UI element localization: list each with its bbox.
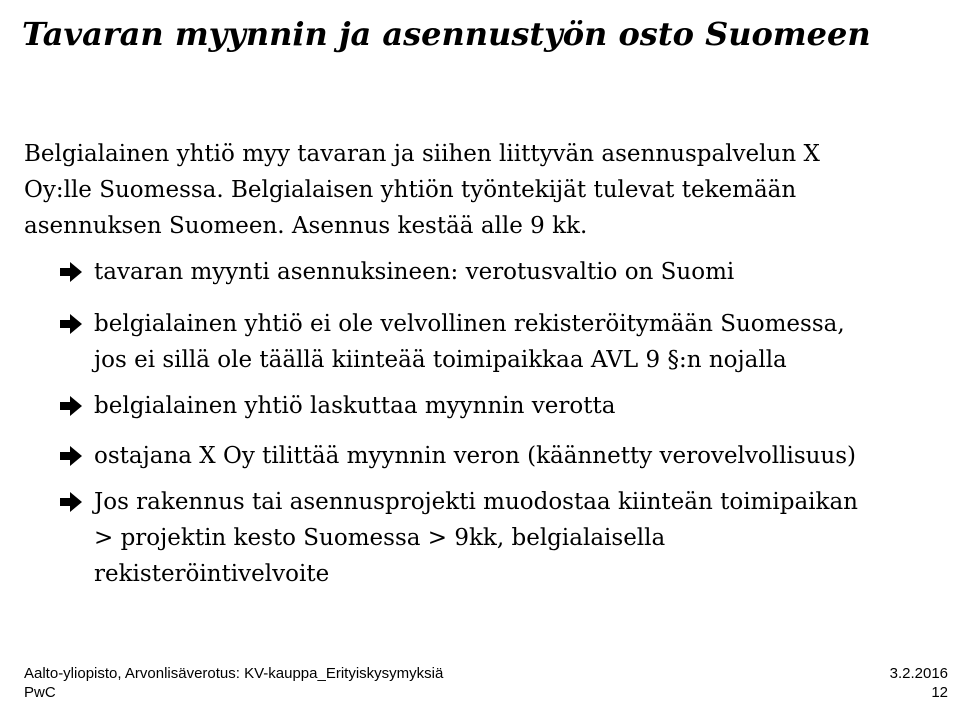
bullet-line: Jos rakennus tai asennusprojekti muodostaa kiinteän toimipaikan — [94, 489, 858, 515]
intro-line: Oy:lle Suomessa. Belgialaisen yhtiön työntekijät tulevat tekemään — [24, 177, 797, 203]
bullet-line: rekisteröintivelvoite — [94, 561, 330, 587]
page-number: 12 — [931, 684, 948, 701]
right-arrow-icon — [60, 492, 82, 512]
bullet-text — [94, 484, 954, 592]
right-arrow-icon — [60, 262, 82, 282]
footer-date: 3.2.2016 — [889, 665, 948, 682]
footer-company: PwC — [24, 684, 56, 701]
bullet-line: belgialainen yhtiö laskuttaa myynnin verotta — [94, 393, 616, 419]
bullet-line: jos ei sillä ole täällä kiinteää toimipaikkaa AVL 9 §:n nojalla — [94, 347, 787, 373]
bullet-text — [94, 306, 954, 378]
footer-left — [24, 664, 443, 702]
right-arrow-icon — [60, 314, 82, 334]
footer-right — [890, 664, 948, 702]
slide-title: Tavaran myynnin ja asennustyön osto Suomeen — [22, 15, 871, 53]
intro-paragraph — [24, 136, 944, 244]
bullet-text — [94, 254, 954, 290]
bullet-line: > projektin kesto Suomessa > 9kk, belgialaisella — [94, 525, 666, 551]
bullet-line: ostajana X Oy tilittää myynnin veron (käännetty verovelvollisuus) — [94, 443, 857, 469]
bullet-line: belgialainen yhtiö ei ole velvollinen rekisteröitymään Suomessa, — [94, 311, 845, 337]
right-arrow-icon — [60, 446, 82, 466]
bullet-text — [94, 438, 954, 474]
bullet-line: tavaran myynti asennuksineen: verotusvaltio on Suomi — [94, 259, 735, 285]
right-arrow-icon — [60, 396, 82, 416]
intro-line: asennuksen Suomeen. Asennus kestää alle 9 kk. — [24, 213, 588, 239]
footer-course: Aalto-yliopisto, Arvonlisäverotus: KV-kauppa_Erityiskysymyksiä — [24, 665, 444, 682]
bullet-text — [94, 388, 954, 424]
intro-line: Belgialainen yhtiö myy tavaran ja siihen liittyvän asennuspalvelun X — [24, 141, 820, 167]
